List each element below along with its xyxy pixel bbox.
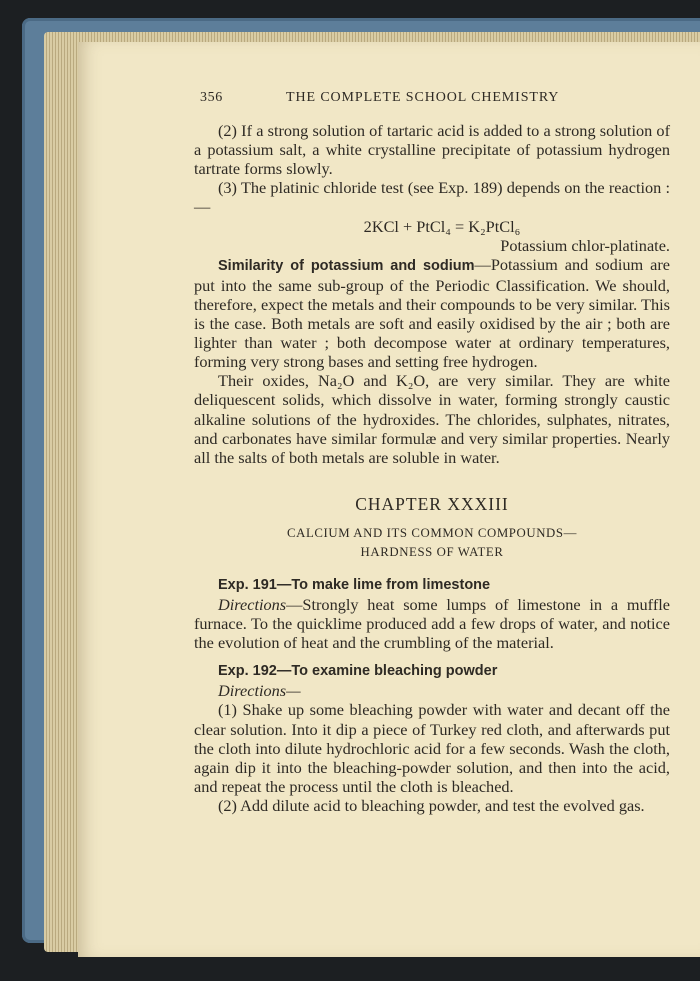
- exp192-step1: (1) Shake up some bleaching powder with water and decant off the clear solution. Into it dip a piece of Turkey red cloth, and afterwards put the cloth into dilute hydrochloric acid for a few seconds. Wash the cloth, again dip it into the bleaching-powder solution, and then into the acid, and repeat the process until the cloth is bleached.: [194, 700, 670, 796]
- paragraph-similarity: [194, 255, 670, 372]
- exp192-heading: Exp. 192—To examine bleaching powder: [218, 663, 498, 680]
- chapter-subtitle-line2: HARDNESS OF WATER: [360, 544, 504, 559]
- paragraph-tartaric: (2) If a strong solution of tartaric acid is added to a strong solution of a potassium salt, a white crystalline precipitate of potassium hydrogen tartrate forms slowly.: [194, 121, 670, 179]
- similarity-text: —Potassium and sodium are put into the same sub-group of the Periodic Classification. We should, therefore, expect the metals and their compounds to be very similar. This is the case. Both metals are soft and easily oxidised by the air ; both are lighter than water ; both decompose water at ordinary temperatures, forming very strong bases and setting free hydrogen.: [194, 254, 670, 372]
- chapter-subtitle-line1: CALCIUM AND ITS COMMON COMPOUNDS—: [287, 525, 577, 540]
- exp191-heading: Exp. 191—To make lime from limestone: [218, 576, 491, 593]
- exp192-step2: (2) Add dilute acid to bleaching powder, and test the evolved gas.: [218, 795, 645, 815]
- running-title: THE COMPLETE SCHOOL CHEMISTRY: [286, 90, 560, 105]
- paragraph-oxides: Their oxides, Na₂O and K₂O, are very similar. They are white deliquescent solids, which dissolve in water, forming strongly caustic alkaline solutions of the hydroxides. The chlorides, sulphates, nitrates, and carbonates have similar formulæ and very similar properties. Nearly all the salts of both metals are soluble in water.: [194, 371, 670, 467]
- running-header: [200, 88, 670, 107]
- exp191-directions-text: —Strongly heat some lumps of limestone in a muffle furnace. To the quicklime produced add a few drops of water, and notice the evolution of heat and the crumbling of the material.: [194, 594, 670, 653]
- equation-product-label: Potassium chlor-platinate.: [500, 235, 670, 255]
- chemical-equation: 2KCl + PtCl₄ = K₂PtCl₆: [363, 216, 521, 236]
- exp192-directions-label: Directions—: [218, 681, 301, 701]
- exp191-directions: [194, 595, 670, 652]
- similarity-heading: Similarity of potassium and sodium: [218, 257, 475, 274]
- chapter-subtitle: [194, 524, 670, 562]
- paragraph-platinic: (3) The platinic chloride test (see Exp. 189) depends on the reaction :—: [194, 178, 670, 217]
- chapter-number: CHAPTER XXXIII: [355, 493, 509, 514]
- page-content: [194, 88, 670, 815]
- exp191-directions-label: Directions: [218, 594, 287, 614]
- page-number: 356: [200, 90, 223, 105]
